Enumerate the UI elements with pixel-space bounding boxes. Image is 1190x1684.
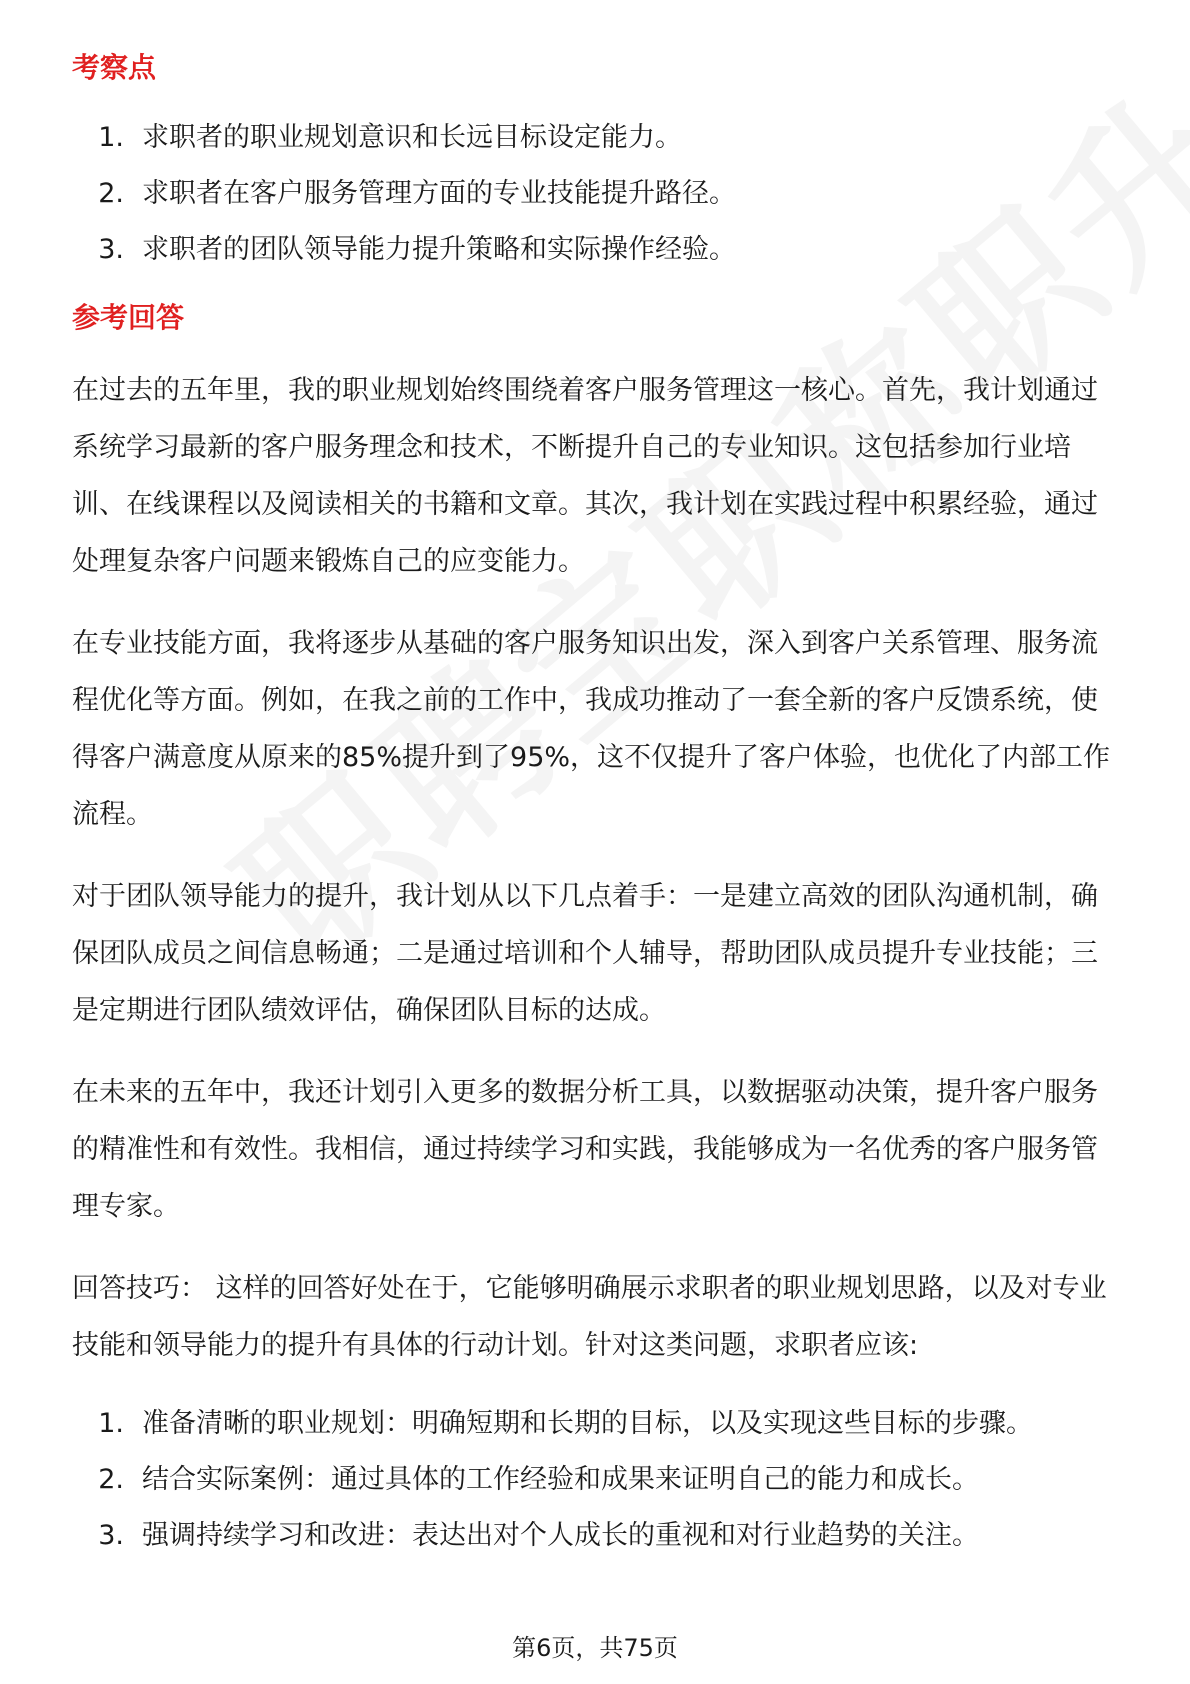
list-text: 求职者的职业规划意识和长远目标设定能力。: [142, 122, 682, 153]
list-text: 准备清晰的职业规划：明确短期和长期的目标，以及实现这些目标的步骤。: [142, 1408, 1033, 1439]
list-number: 1.: [98, 1408, 124, 1439]
list-item: [72, 222, 1122, 278]
list-number: 1.: [98, 122, 124, 153]
points-list: [72, 110, 1122, 278]
list-text: 求职者在客户服务管理方面的专业技能提升路径。: [142, 178, 736, 209]
points-heading: 考察点: [72, 51, 157, 84]
list-item: [72, 1508, 1122, 1564]
list-item: [72, 1452, 1122, 1508]
page-number: 第6页，共75页: [512, 1634, 678, 1662]
list-text: 结合实际案例：通过具体的工作经验和成果来证明自己的能力和成长。: [142, 1464, 979, 1495]
list-number: 2.: [98, 178, 124, 209]
list-text: 求职者的团队领导能力提升策略和实际操作经验。: [142, 234, 736, 265]
list-item: [72, 166, 1122, 222]
list-number: 3.: [98, 234, 124, 265]
list-item: [72, 1396, 1122, 1452]
paragraph: 回答技巧： 这样的回答好处在于，它能够明确展示求职者的职业规划思路，以及对专业技能和领导能力的提升有具体的行动计划。针对这类问题，求职者应该:: [72, 1273, 1107, 1361]
list-number: 3.: [98, 1520, 124, 1551]
tips-list: [72, 1396, 1122, 1564]
content: [72, 46, 1122, 1564]
list-text: 强调持续学习和改进：表达出对个人成长的重视和对行业趋势的关注。: [142, 1520, 979, 1551]
paragraph: 在过去的五年里，我的职业规划始终围绕着客户服务管理这一核心。首先，我计划通过系统学习最新的客户服务理念和技术，不断提升自己的专业知识。这包括参加行业培训、在线课程以及阅读相关的书籍和文章。其次，我计划在实践过程中积累经验，通过处理复杂客户问题来锻炼自己的应变能力。: [72, 375, 1098, 577]
paragraph: 在未来的五年中，我还计划引入更多的数据分析工具，以数据驱动决策，提升客户服务的精准性和有效性。我相信，通过持续学习和实践，我能够成为一名优秀的客户服务管理专家。: [72, 1077, 1098, 1222]
paragraph: 对于团队领导能力的提升，我计划从以下几点着手：一是建立高效的团队沟通机制，确保团队成员之间信息畅通；二是通过培训和个人辅导，帮助团队成员提升专业技能；三是定期进行团队绩效评估，确保团队目标的达成。: [72, 881, 1098, 1026]
list-item: [72, 110, 1122, 166]
list-number: 2.: [98, 1464, 124, 1495]
answer-heading: 参考回答: [72, 301, 185, 334]
paragraph: 在专业技能方面，我将逐步从基础的客户服务知识出发，深入到客户关系管理、服务流程优化等方面。例如，在我之前的工作中，我成功推动了一套全新的客户反馈系统，使得客户满意度从原来的85%提升到了95%，这不仅提升了客户体验，也优化了内部工作流程。: [72, 628, 1111, 830]
